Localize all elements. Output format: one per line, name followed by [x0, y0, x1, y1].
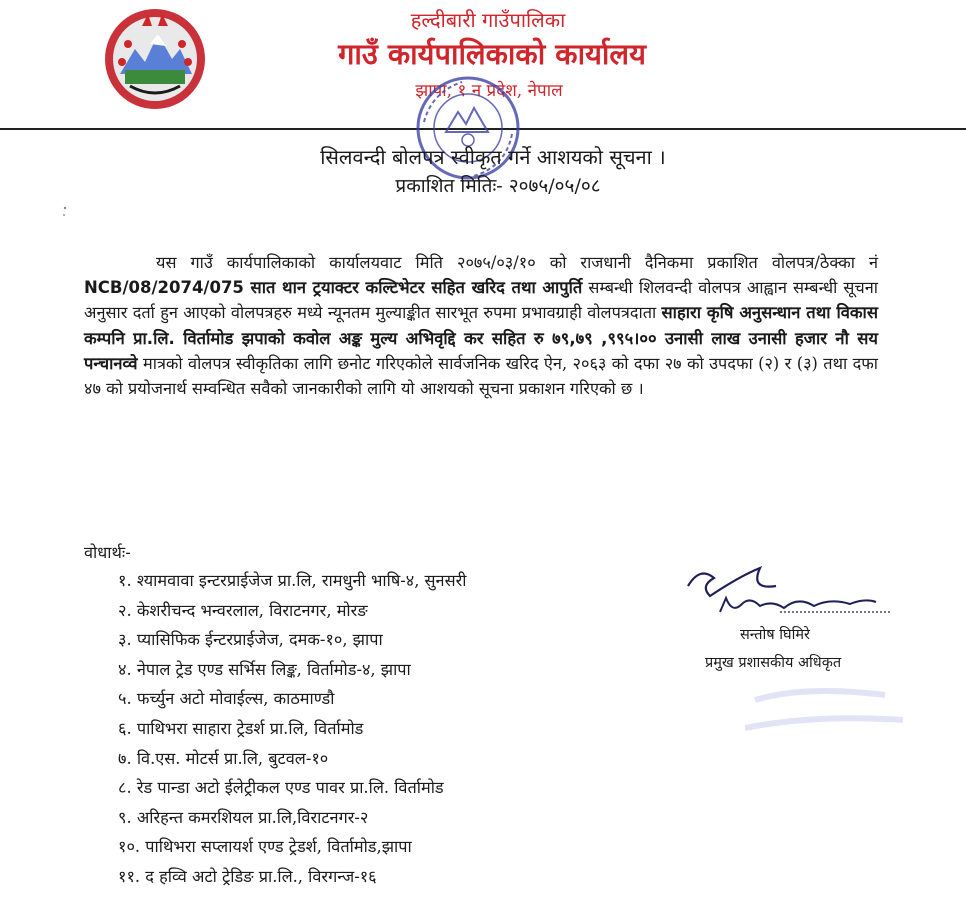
cc-item: ९. अरिहन्त कमरशियल प्रा.लि,विराटनगर-२: [118, 807, 369, 827]
published-date: प्रकाशित मितिः- २०७५/०५/०८: [395, 175, 601, 197]
notice-title: सिलवन्दी बोलपत्र स्वीकृत गर्ने आशयको सूचना ।: [320, 145, 666, 169]
cc-label: वोधार्थः-: [84, 543, 131, 562]
cc-item: १०. पाथिभरा सप्लायर्श एण्ड ट्रेडर्श, विर्तामोड,झापा: [118, 837, 412, 857]
cc-item: ५. फर्च्युन अटो मोवाईल्स, काठमाण्डौ: [118, 689, 335, 709]
scan-speck: [62, 205, 68, 219]
office-name: गाउँ कार्यपालिकाको कार्यालय: [338, 37, 646, 71]
faded-stamp-impression: [745, 680, 905, 740]
body-text-1: यस गाउँ कार्यपालिकाको कार्यालयवाट मिति २०७५/०३/१० को राजधानी दैनिकमा प्रकाशित वोलपत्र/ठेक्का नं: [156, 253, 878, 272]
notice-body: [84, 250, 878, 401]
cc-item: ८. रेड पान्डा अटो ईलेट्रीकल एण्ड पावर प्रा.लि. विर्तामोड: [118, 778, 444, 798]
cc-item: ३. प्यासिफिक ईन्टरप्राईजेज, दमक-१०, झापा: [118, 630, 383, 650]
signatory-name: सन्तोष घिमिरे: [740, 627, 810, 643]
cc-item: ७. वि.एस. मोटर्स प्रा.लि, बुटवल-१०: [118, 748, 329, 768]
selected-bidder: साहारा कृषि अनुसन्धान तथा विकास कम्पनि प्रा.लि. विर्तामोड झपाको कवोल अङ्क मुल्य अभिवृद्दि कर सहित रु ७९,७९ ,९९५।०० उनासी लाख उनासी हजार नौ सय पन्चानव्वे: [84, 303, 878, 373]
body-text-3: मात्रको वोलपत्र स्वीकृतिका लागि छनोट गरिएकोले सार्वजनिक खरिद ऐन, २०६३ को दफा २७ को उपदफा (२) र (३) तथा दफा ४७ को प्रयोजनार्थ सम्वन्धित सवैको जानकारीको लागि यो आशयको सूचना प्रकाशन गरिएको छ ।: [84, 353, 878, 399]
signatory-designation: प्रमुख प्रशासकीय अधिकृत: [705, 655, 842, 671]
cc-item: ११. द हव्वि अटो ट्रेडिङ प्रा.लि., विरगन्ज-१६: [118, 866, 377, 886]
cc-item: २. केशरीचन्द भन्वरलाल, विराटनगर, मोरङ: [118, 600, 368, 620]
cc-item: १. श्यामवावा इन्टरप्राईजेज प्रा.लि, रामधुनी भाषि-४, सुनसरी: [118, 571, 467, 590]
office-address: झापा, १ न प्रदेश, नेपाल: [415, 81, 563, 101]
cc-item: ४. नेपाल ट्रेड एण्ड सर्भिस लिङ्क, विर्तामोड-४, झापा: [118, 659, 411, 679]
handwritten-signature: [680, 556, 900, 626]
body-text-2: सम्बन्धी शिलवन्दी वोलपत्र आह्वान सम्बन्धी सूचना अनुसार दर्ता हुन आएको वोलपत्रहरु मध्ये न्यूनतम मुल्याङ्कीत सारभूत रुपमा प्रभावग्राही वोलपत्रदाता: [84, 278, 879, 323]
cc-item: ६. पाथिभरा साहारा ट्रेडर्श प्रा.लि, विर्तामोड: [118, 718, 364, 738]
municipality-name: हल्दीबारी गाउँपालिका: [410, 8, 566, 32]
cc-list: [118, 566, 466, 892]
tender-number: NCB/08/2074/075 सात थान ट्रयाक्टर कल्टिभेटर सहित खरिद तथा आपुर्ति: [84, 278, 583, 298]
